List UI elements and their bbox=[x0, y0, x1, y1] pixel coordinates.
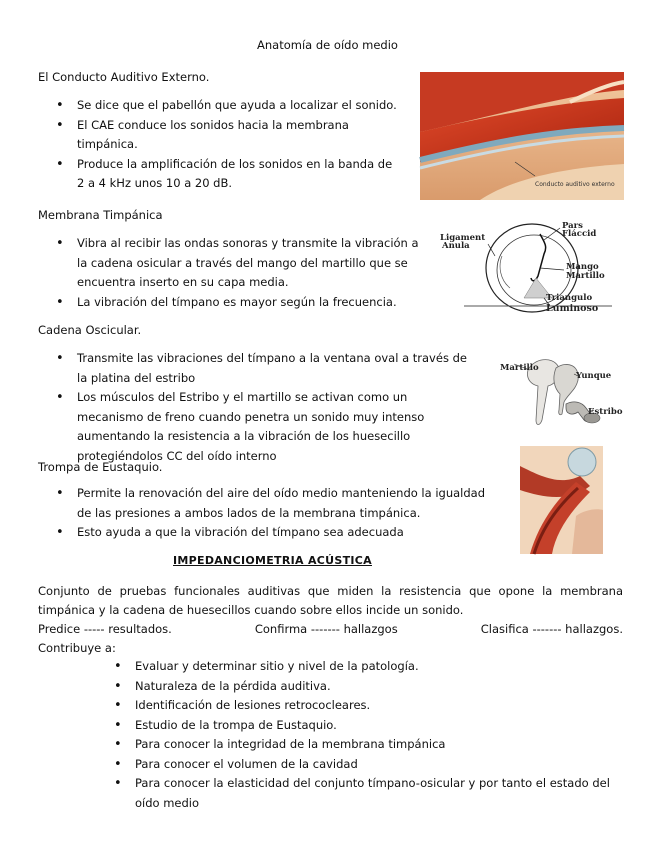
clasifica-text: Clasifica ------- hallazgos. bbox=[480, 622, 623, 636]
trompa-bullet-list bbox=[77, 484, 497, 543]
predice-text: Predice ----- resultados. bbox=[38, 622, 172, 636]
list-item: • Naturaleza de la pérdida auditiva. bbox=[135, 677, 625, 697]
list-item: • Para conocer el volumen de la cavidad bbox=[135, 755, 625, 775]
list-item: • Se dice que el pabellón que ayuda a localizar el sonido. bbox=[77, 96, 402, 116]
label-estribo: Estribo bbox=[588, 407, 623, 417]
list-item: • Los músculos del Estribo y el martillo se activan como un mecanismo de freno cuando penetra un sonido muy intenso aumentando la resistencia a la vibración de los huesecillo protegiéndolos CC del oído interno bbox=[77, 388, 470, 466]
list-item: • Para conocer la elasticidad del conjunto tímpano-osicular y por tanto el estado del oído medio bbox=[135, 774, 625, 813]
contribuye-label: Contribuye a: bbox=[38, 641, 116, 655]
list-item: • La vibración del tímpano es mayor según la frecuencia. bbox=[77, 293, 429, 313]
cae-bullet-list bbox=[77, 96, 402, 194]
ossicles-illustration bbox=[498, 350, 623, 432]
membrana-heading: Membrana Timpánica bbox=[38, 208, 163, 222]
list-item: • Transmite las vibraciones del tímpano a la ventana oval a través de la platina del estribo bbox=[77, 349, 470, 388]
label-yunque: Yunque bbox=[576, 371, 612, 381]
tympanic-membrane-diagram bbox=[440, 216, 625, 316]
label-anula: Anula bbox=[442, 241, 470, 251]
list-item: • El CAE conduce los sonidos hacia la membrana timpánica. bbox=[77, 116, 402, 155]
page-title: Anatomía de oído medio bbox=[257, 38, 398, 52]
ear-canal-illustration bbox=[420, 72, 624, 200]
label-triangulo: Triangulo bbox=[546, 293, 593, 303]
list-item: • Identificación de lesiones retrococleares. bbox=[135, 696, 625, 716]
list-item: • Vibra al recibir las ondas sonoras y transmite la vibración a la cadena osicular a través del mango del martillo que se encuentra inserto en su capa media. bbox=[77, 234, 429, 293]
list-item: • Estudio de la trompa de Eustaquio. bbox=[135, 716, 625, 736]
cadena-heading: Cadena Oscicular. bbox=[38, 323, 142, 337]
contribuye-bullet-list bbox=[135, 657, 625, 813]
cae-heading: El Conducto Auditivo Externo. bbox=[38, 70, 210, 84]
label-flaccid: Fláccid bbox=[562, 229, 597, 239]
impedanciometria-title: IMPEDANCIOMETRIA ACÚSTICA bbox=[173, 554, 372, 567]
trompa-heading: Trompa de Eustaquio. bbox=[38, 460, 163, 474]
eustachian-tube-illustration bbox=[520, 446, 603, 554]
label-mango: Mango bbox=[566, 262, 599, 272]
label-ossicle-martillo: Martillo bbox=[500, 363, 539, 373]
predice-row bbox=[38, 620, 623, 639]
list-item: • Permite la renovación del aire del oído medio manteniendo la igualdad de las presiones a ambos lados de la membrana timpánica. bbox=[77, 484, 497, 523]
membrana-bullet-list bbox=[77, 234, 429, 312]
cadena-bullet-list bbox=[77, 349, 470, 466]
list-item: • Para conocer la integridad de la membrana timpánica bbox=[135, 735, 625, 755]
impedanciometria-paragraph: Conjunto de pruebas funcionales auditivas que miden la resistencia que opone la membrana timpánica y la cadena de huesecillos cuando sobre ellos incide un sonido. bbox=[38, 584, 623, 617]
label-martillo: Martillo bbox=[566, 271, 605, 281]
list-item: • Produce la amplificación de los sonidos en la banda de 2 a 4 kHz unos 10 a 20 dB. bbox=[77, 155, 402, 194]
list-item: • Esto ayuda a que la vibración del tímpano sea adecuada bbox=[77, 523, 497, 543]
label-ligament: Ligament bbox=[440, 233, 486, 243]
ear-canal-caption: Conducto auditivo externo bbox=[535, 181, 615, 188]
list-item: • Evaluar y determinar sitio y nivel de la patología. bbox=[135, 657, 625, 677]
confirma-text: Confirma ------- hallazgos bbox=[254, 622, 398, 636]
label-pars: Pars bbox=[562, 221, 583, 231]
label-luminoso: Luminoso bbox=[546, 303, 599, 314]
